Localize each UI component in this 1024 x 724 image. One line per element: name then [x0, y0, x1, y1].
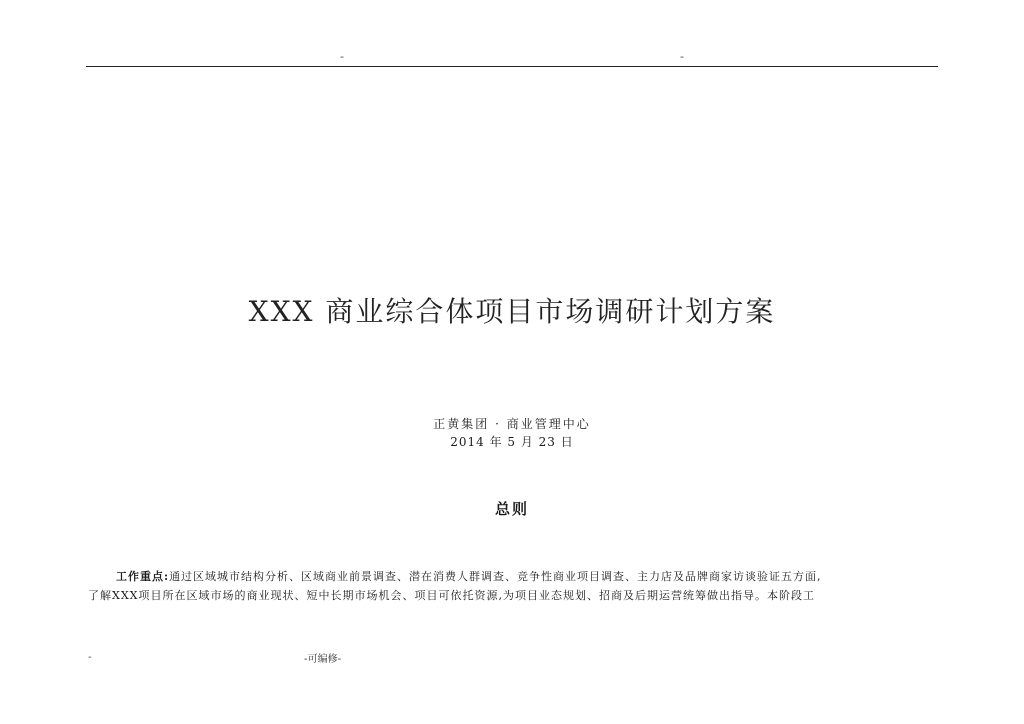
- body-paragraph-line-2: 了解XXX项目所在区域市场的商业现状、短中长期市场机会、项目可依托资源,为项目业态规划、招商及后期运营统筹做出指导。本阶段工: [88, 589, 815, 602]
- document-title: XXX 商业综合体项目市场调研计划方案: [248, 295, 776, 328]
- header-rule: [86, 66, 938, 67]
- document-date: 2014 年 5 月 23 日: [450, 435, 574, 449]
- lead-text: 通过区域城市结构分析、区域商业前景调查、潜在消费人群调查、竞争性商业项目调查、主力店及品牌商家访谈验证五方面,: [169, 570, 822, 583]
- organization-name: 正黄集团 · 商业管理中心: [433, 417, 591, 431]
- header-marker-right: -: [680, 50, 684, 63]
- body-paragraph-line-1: [88, 568, 940, 584]
- footer-editable-note: -可编修-: [304, 654, 342, 665]
- header-marker-left: -: [340, 50, 344, 63]
- section-heading: 总则: [494, 500, 529, 518]
- footer-marker: -: [88, 652, 92, 663]
- lead-label: 工作重点:: [116, 570, 170, 583]
